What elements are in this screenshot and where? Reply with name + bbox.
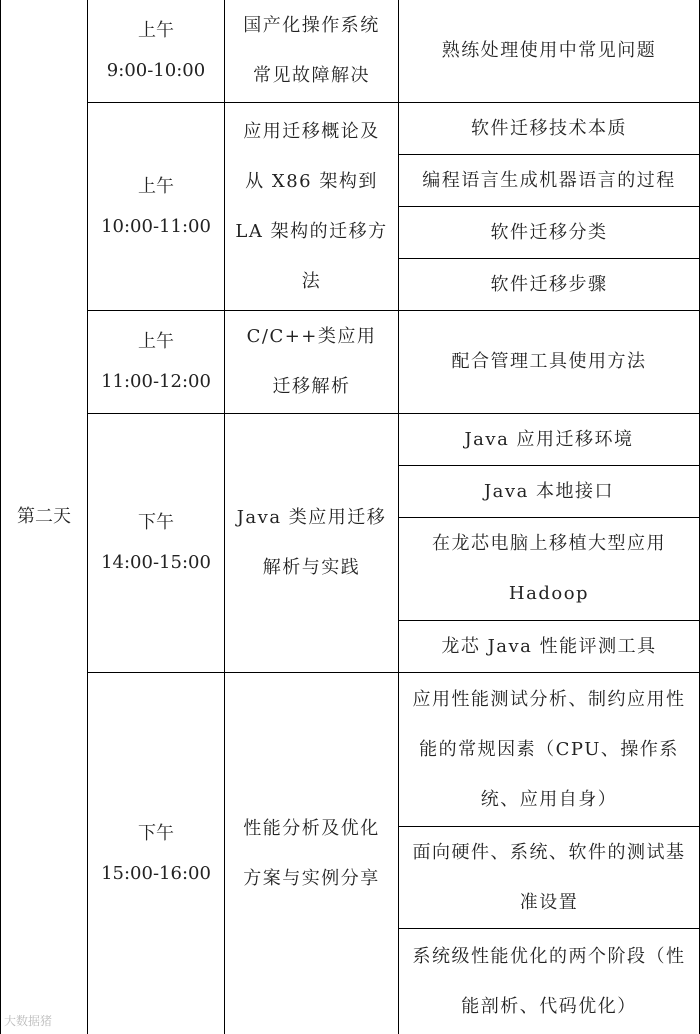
session-item: 系统级性能优化的两个阶段（性能剖析、代码优化）: [412, 945, 686, 1017]
day-label: 第二天: [17, 506, 71, 527]
session-period: 上午: [138, 20, 174, 41]
session-hours: 10:00-11:00: [101, 215, 211, 237]
watermark: 大数据猪: [4, 1014, 53, 1028]
session-item: 编程语言生成机器语言的过程: [422, 169, 676, 191]
session-topic: 性能分析及优化方案与实例分享: [243, 817, 380, 889]
session-period: 上午: [138, 175, 174, 197]
session-item: 应用性能测试分析、制约应用性能的常规因素（CPU、操作系统、应用自身）: [412, 688, 686, 810]
session-time: [88, 103, 224, 310]
session-item: 龙芯 Java 性能评测工具: [441, 635, 657, 657]
session-time: [88, 414, 224, 672]
session-period: 上午: [138, 331, 174, 352]
session-topic: Java 类应用迁移解析与实践: [236, 507, 387, 578]
session-hours: 9:00-10:00: [106, 60, 206, 81]
session-time: [88, 0, 224, 102]
session-item: 软件迁移技术本质: [471, 117, 627, 139]
session-hours: 15:00-16:00: [101, 862, 211, 884]
session-item: 熟练处理使用中常见问题: [441, 40, 657, 61]
session-item: Java 本地接口: [483, 480, 615, 502]
session-hours: 11:00-12:00: [101, 371, 211, 392]
session-item: 在龙芯电脑上移植大型应用 Hadoop: [432, 533, 666, 604]
session-period: 下午: [138, 512, 174, 533]
session-item: 配合管理工具使用方法: [451, 351, 647, 372]
session-hours: 14:00-15:00: [101, 552, 211, 573]
session-topic: 应用迁移概论及从 X86 架构到 LA 架构的迁移方法: [235, 120, 388, 292]
session-topic: C/C++类应用迁移解析: [246, 326, 377, 397]
session-topic: 国产化操作系统常见故障解决: [243, 15, 380, 86]
session-item: 面向硬件、系统、软件的测试基准设置: [412, 841, 686, 913]
session-period: 下午: [138, 822, 174, 844]
session-time: [88, 673, 224, 1034]
session-item: 软件迁移步骤: [490, 273, 608, 295]
session-time: [88, 311, 224, 413]
session-item: 软件迁移分类: [490, 221, 608, 243]
session-item: Java 应用迁移环境: [464, 428, 634, 450]
